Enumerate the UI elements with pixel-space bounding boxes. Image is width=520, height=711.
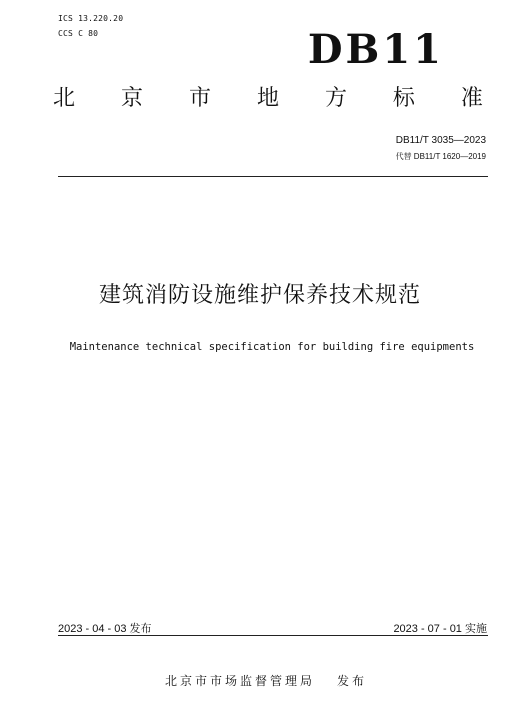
issuer-name: 北京市市场监督管理局 xyxy=(164,674,315,688)
ccs-code: CCS C 80 xyxy=(58,29,99,38)
title-english: Maintenance technical specification for building fire equipments xyxy=(69,341,475,353)
title-chinese: 建筑消防设施维护保养技术规范 xyxy=(98,283,421,308)
authority-char: 市 xyxy=(188,86,211,111)
header-divider xyxy=(58,176,488,177)
authority-char: 地 xyxy=(256,86,279,111)
authority-char: 标 xyxy=(392,86,415,111)
replaced-standard: 代替 DB11/T 1620—2019 xyxy=(395,152,486,161)
issuer-action: 发布 xyxy=(337,674,368,688)
authority-char: 京 xyxy=(120,86,143,111)
authority-char: 北 xyxy=(53,86,76,111)
issuing-authority-banner xyxy=(53,88,483,110)
standard-logo: DB11 xyxy=(307,26,444,73)
issue-date: 2023 - 04 - 03 发布 xyxy=(58,623,152,635)
authority-char: 方 xyxy=(324,86,347,111)
footer-divider xyxy=(58,635,488,636)
standard-number: DB11/T 3035—2023 xyxy=(395,135,486,146)
implementation-date: 2023 - 07 - 01 实施 xyxy=(393,623,487,635)
issuer-line xyxy=(0,672,520,689)
authority-char: 准 xyxy=(460,86,483,111)
ics-code: ICS 13.220.20 xyxy=(58,14,124,23)
